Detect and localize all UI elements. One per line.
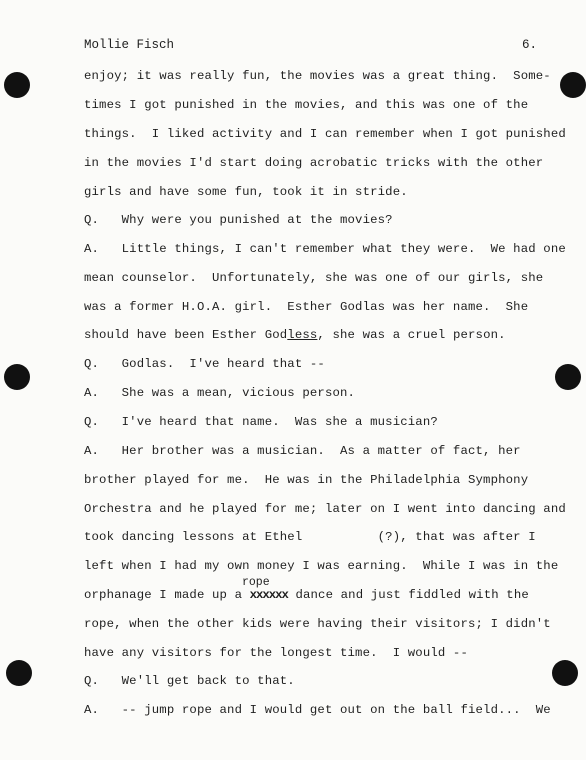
transcript-line: Q. Godlas. I've heard that --: [84, 357, 325, 371]
transcript-line: girls and have some fun, took it in stride.: [84, 185, 408, 199]
struck-out-text: xxxxxx: [249, 588, 288, 602]
transcript-line: left when I had my own money I was earning. While I was in the: [84, 559, 559, 573]
transcript-line-with-strikeout: [84, 588, 529, 602]
text-segment: , she was a cruel person.: [317, 328, 506, 342]
transcript-line: A. Little things, I can't remember what they were. We had one: [84, 242, 566, 256]
handwritten-insertion: rope: [242, 576, 270, 589]
transcript-line: mean counselor. Unfortunately, she was one of our girls, she: [84, 271, 544, 285]
transcript-line: times I got punished in the movies, and this was one of the: [84, 98, 529, 112]
transcript-line: in the movies I'd start doing acrobatic tricks with the other: [84, 156, 544, 170]
transcript-line: brother played for me. He was in the Philadelphia Symphony: [84, 473, 529, 487]
text-segment: should have been Esther God: [84, 328, 288, 342]
transcript-line: A. -- jump rope and I would get out on the ball field... We: [84, 703, 551, 717]
header-name: Mollie Fisch: [84, 38, 175, 52]
transcript-line-with-underline: [84, 328, 506, 342]
transcript-line: have any visitors for the longest time. I would --: [84, 646, 468, 660]
punch-hole-top-left: [4, 72, 30, 98]
text-segment: dance and just fiddled with the: [287, 588, 529, 602]
punch-hole-middle-right: [555, 364, 581, 390]
punch-hole-bottom-right: [552, 660, 578, 686]
underlined-text: less: [287, 328, 318, 342]
punch-hole-middle-left: [4, 364, 30, 390]
text-segment: orphanage I made up a: [84, 588, 250, 602]
transcript-line: took dancing lessons at Ethel (?), that was after I: [84, 530, 536, 544]
transcript-line: things. I liked activity and I can remember when I got punished: [84, 127, 566, 141]
page-number: 6.: [522, 38, 538, 52]
transcript-line: Orchestra and he played for me; later on I went into dancing and: [84, 502, 566, 516]
transcript-line: Q. We'll get back to that.: [84, 674, 295, 688]
punch-hole-bottom-left: [6, 660, 32, 686]
transcript-line: enjoy; it was really fun, the movies was a great thing. Some-: [84, 69, 551, 83]
transcript-line: rope, when the other kids were having their visitors; I didn't: [84, 617, 551, 631]
transcript-line: Q. Why were you punished at the movies?: [84, 213, 393, 227]
transcript-line: A. She was a mean, vicious person.: [84, 386, 356, 400]
transcript-line: Q. I've heard that name. Was she a musician?: [84, 415, 438, 429]
punch-hole-top-right: [560, 72, 586, 98]
transcript-line: was a former H.O.A. girl. Esther Godlas was her name. She: [84, 300, 529, 314]
transcript-line: A. Her brother was a musician. As a matter of fact, her: [84, 444, 521, 458]
